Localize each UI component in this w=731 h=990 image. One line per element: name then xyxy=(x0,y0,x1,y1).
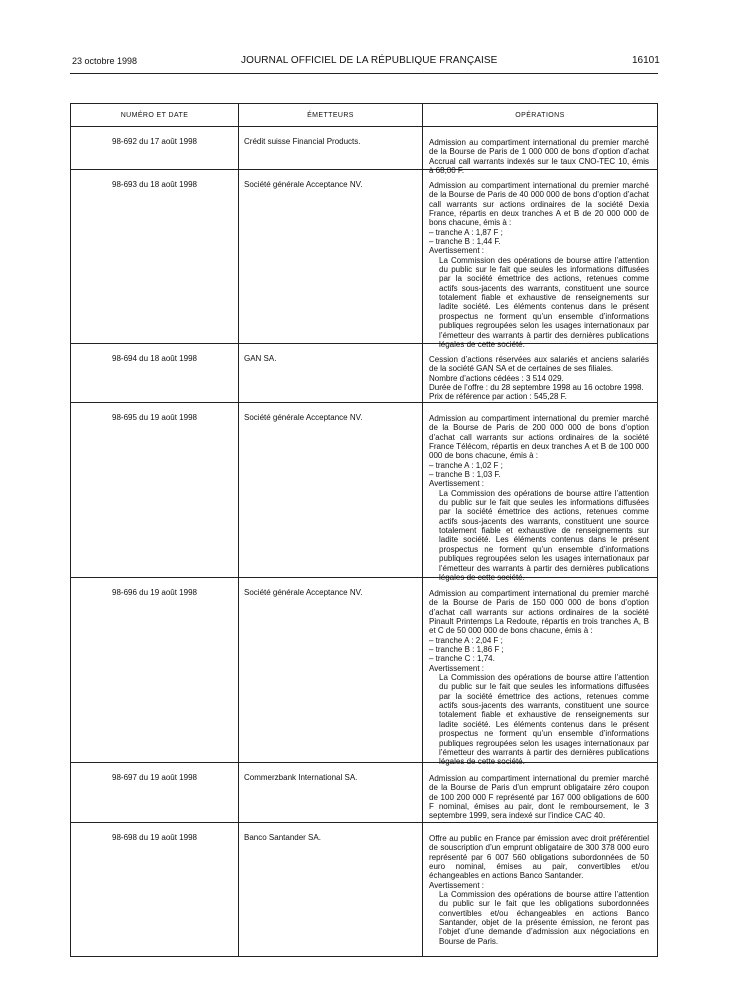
table-row xyxy=(71,763,657,823)
table-row xyxy=(71,170,657,349)
operation-paragraph: – tranche B : 1,03 F. xyxy=(429,470,501,480)
issuer-cell: Société générale Acceptance NV. xyxy=(239,170,423,343)
operation-paragraph: Avertissement : xyxy=(429,479,484,489)
operation-paragraph: Admission au compartiment international du premier marché de la Bourse de Paris de 150 000 000 de bons d’option d’achat call warrants sur actions ordinaires de la société Pinault Printemps La Redoute, répartis en trois tranches A, B et C de 50 000 000 de bons chacune, émis à : xyxy=(429,589,649,636)
issuer-cell: Société générale Acceptance NV. xyxy=(239,403,423,577)
number-date-cell: 98-692 du 17 août 1998 xyxy=(71,127,239,169)
number-date-cell: 98-694 du 18 août 1998 xyxy=(71,344,239,402)
table-row xyxy=(71,344,657,403)
operation-paragraph: Admission au compartiment international du premier marché de la Bourse de Paris d’un emprunt obligataire zéro coupon de 100 200 000 F représenté par 167 000 obligations de 600 F nominal, émises au pair, dont le remboursement, le 3 septembre 1999, sera indexé sur l’indice CAC 40. xyxy=(429,774,649,821)
table-header xyxy=(71,104,657,127)
number-date-cell: 98-698 du 19 août 1998 xyxy=(71,823,239,956)
operation-paragraph: Cession d’actions réservées aux salariés et anciens salariés de la société GAN SA et de certaines de ses filiales. xyxy=(429,355,649,374)
number-date-cell: 98-697 du 19 août 1998 xyxy=(71,763,239,822)
operation-paragraph: Admission au compartiment international du premier marché de la Bourse de Paris de 40 000 000 de bons d’option d’achat call warrants sur actions ordinaires de la société Dexia France, répartis en deux tranches A et B de 20 000 000 de bons chacune, émis à : xyxy=(429,181,649,228)
operations-cell xyxy=(423,127,657,176)
table-row xyxy=(71,823,657,956)
operation-paragraph: La Commission des opérations de bourse attire l’attention du public sur le fait que seules les informations diffusées par la société émettrice des actions, retenues comme actifs sous-jacents des warrants, constituent une source totalement fiable et exhaustive de renseignements sur ladite société. Les éléments contenus dans le présent prospectus ne forment qu’un ensemble d’informations publiques regroupées selon les usages internationaux par l’émetteur des warrants à partir des dernières publications légales de cette société. xyxy=(439,673,649,767)
issuer-cell: GAN SA. xyxy=(239,344,423,402)
number-date-cell: 98-693 du 18 août 1998 xyxy=(71,170,239,343)
journal-title: JOURNAL OFFICIEL DE LA RÉPUBLIQUE FRANÇAISE xyxy=(241,55,498,66)
operation-paragraph: Nombre d’actions cédées : 3 514 029. xyxy=(429,373,564,383)
issuer-cell: Crédit suisse Financial Products. xyxy=(239,127,423,169)
operations-cell xyxy=(423,823,657,956)
page-header xyxy=(0,0,731,80)
header-date: 23 octobre 1998 xyxy=(72,56,138,66)
operation-paragraph: – tranche A : 1,02 F ; xyxy=(429,460,503,470)
operation-paragraph: Admission au compartiment international du premier marché de la Bourse de Paris de 1 000 000 de bons d’option d’achat Accrual call warrants indexés sur le taux CNO-TEC 10, émis à 68,00 F. xyxy=(429,138,649,176)
number-date-cell: 98-696 du 19 août 1998 xyxy=(71,578,239,762)
operation-paragraph: Avertissement : xyxy=(429,880,484,890)
operation-paragraph: Avertissement : xyxy=(429,663,484,673)
operations-cell xyxy=(423,170,657,349)
table-row xyxy=(71,127,657,176)
operation-paragraph: Durée de l’offre : du 28 septembre 1998 au 16 octobre 1998. xyxy=(429,383,644,393)
operation-paragraph: – tranche B : 1,86 F ; xyxy=(429,645,504,655)
operation-paragraph: – tranche A : 1,87 F ; xyxy=(429,227,503,237)
column-header-operations: OPÉRATIONS xyxy=(515,111,565,119)
operation-paragraph: Offre au public en France par émission avec droit préférentiel de souscription d’un emprunt obligataire de 300 378 000 euro représenté par 6 007 560 obligations subordonnées de 50 euro nominal, émises au pair, convertibles et/ou échangeables en actions Banco Santander. xyxy=(429,834,649,881)
table-body xyxy=(71,127,657,956)
page-number: 16101 xyxy=(632,55,660,66)
header-rule xyxy=(70,73,658,74)
issuer-cell: Commerzbank International SA. xyxy=(239,763,423,822)
operation-paragraph: La Commission des opérations de bourse attire l’attention du public sur le fait que seules les informations diffusées par la société émettrice des actions, retenues comme actifs sous-jacents des warrants, constituent une source totalement fiable et exhaustive de renseignements sur ladite société. Les éléments contenus dans le présent prospectus ne forment qu’un ensemble d’informations publiques regroupées selon les usages internationaux par l’émetteur des warrants à partir des dernières publications légales de cette société. xyxy=(439,488,649,582)
operations-cell xyxy=(423,578,657,767)
operation-paragraph: Admission au compartiment international du premier marché de la Bourse de Paris de 200 000 000 de bons d’option d’achat call warrants sur actions ordinaires de la société France Télécom, répartis en deux tranches A et B de 100 000 000 de bons chacune, émis à : xyxy=(429,414,649,461)
operation-paragraph: – tranche A : 2,04 F ; xyxy=(429,635,503,645)
operations-cell xyxy=(423,403,657,582)
issuer-cell: Banco Santander SA. xyxy=(239,823,423,956)
operation-paragraph: – tranche C : 1,74. xyxy=(429,654,495,664)
table-row xyxy=(71,578,657,767)
table-row xyxy=(71,403,657,582)
operation-paragraph: – tranche B : 1,44 F. xyxy=(429,237,501,247)
operation-paragraph: Avertissement : xyxy=(429,246,484,256)
issuer-cell: Société générale Acceptance NV. xyxy=(239,578,423,762)
operations-cell xyxy=(423,344,657,402)
operation-paragraph: La Commission des opérations de bourse attire l’attention du public sur le fait que seules les informations diffusées par la société émettrice des actions, retenues comme actifs sous-jacents des warrants, constituent une source totalement fiable et exhaustive de renseignements sur ladite société. Les éléments contenus dans le présent prospectus ne forment qu’un ensemble d’informations publiques regroupées selon les usages internationaux par l’émetteur des warrants à partir des dernières publications légales de cette société. xyxy=(439,255,649,349)
operations-table xyxy=(70,103,658,957)
operation-paragraph: Prix de référence par action : 545,28 F. xyxy=(429,392,567,402)
column-header-issuers: ÉMETTEURS xyxy=(239,104,423,126)
operations-cell xyxy=(423,763,657,822)
operation-paragraph: La Commission des opérations de bourse attire l’attention du public sur le fait que les obligations subordonnées convertibles et/ou échangeables en actions Banco Santander, objet de la présente émission, ne feront pas l’objet d’une demande d’admission aux négociations en Bourse de Paris. xyxy=(439,890,649,946)
number-date-cell: 98-695 du 19 août 1998 xyxy=(71,403,239,577)
column-header-number-date: NUMÉRO ET DATE xyxy=(71,104,239,126)
